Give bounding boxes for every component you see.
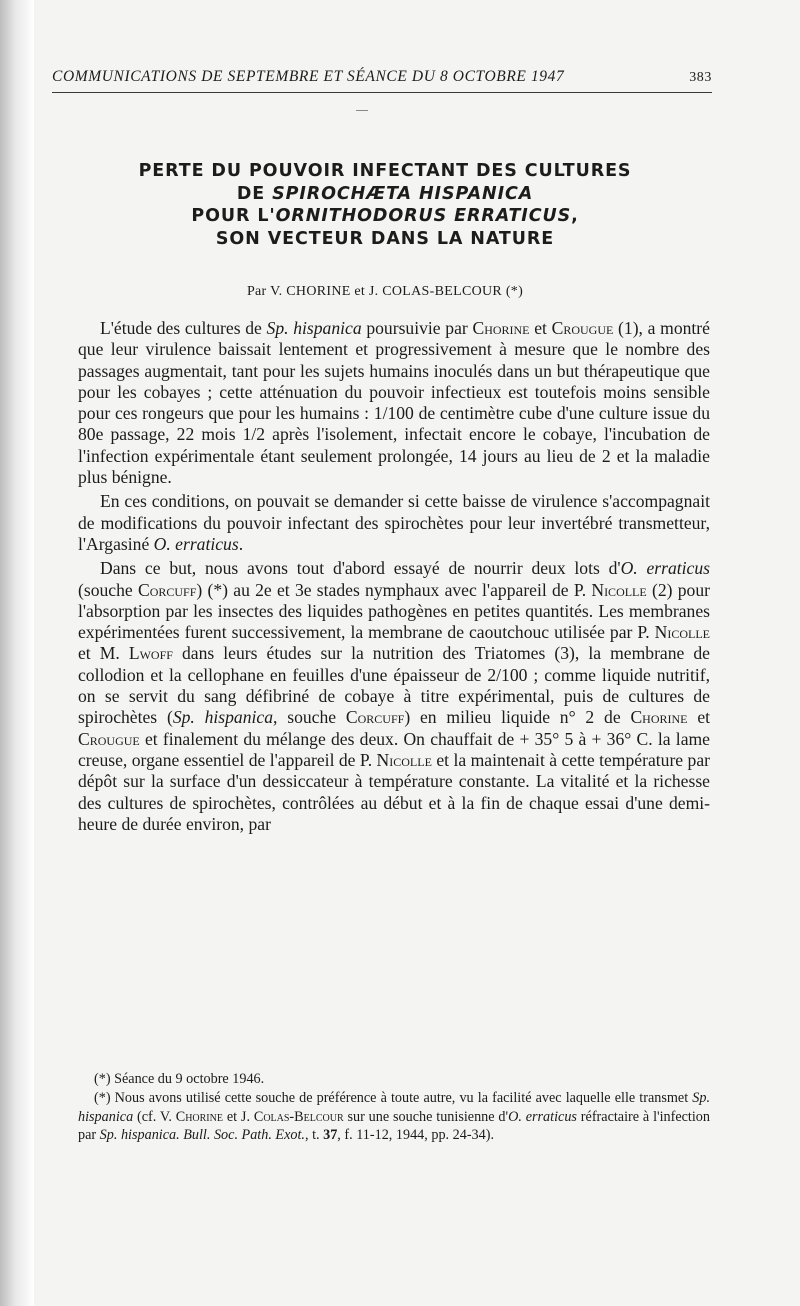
- text-run: (cf. V.: [133, 1108, 176, 1125]
- text-run: et la maintenait à cette température par dépôt sur la surface d'un dessiccateur à température constante. La vitalité et la richesse des cultures de spirochètes, contrôlées au début et à la fin de chaque essai d'une demi-heure de durée environ, par: [78, 749, 710, 834]
- title-vector-name: ORNITHODORUS ERRATICUS: [275, 206, 572, 226]
- text-run: , f. 11-12, 1944, pp. 24-34).: [337, 1127, 494, 1144]
- species-name: Sp. hispanica: [172, 707, 274, 728]
- text-run: et finalement du mélange des deux. On chauffait de + 35° 5 à + 36° C. la lame creuse, organe essentiel de l'appareil de P.: [78, 728, 710, 770]
- title-line-3-suffix: ,: [571, 206, 579, 226]
- text-run: et: [529, 318, 552, 338]
- text-run: (1), a montré que leur virulence baissait lentement et progressivement à mesure que le nombre des passages augmentait, tant pour les sujets humains inoculés dans un but thérapeutique que pour les cobayes ; cette atténuation du pouvoir infectieux est toutefois moins sensible pour ces rongeurs que pour les humains : 1/100 de centimètre cube d'une culture issue du 80e passage, 22 mois 1/2 après l'isolement, infectait encore le cobaye, l'incubation de l'infection expérimentale étant seulement prolongée, 14 jours au lieu de 2 et la maladie plus bénigne.: [78, 318, 710, 488]
- running-title: COMMUNICATIONS DE SEPTEMBRE ET SÉANCE DU 8 OCTOBRE 1947: [52, 68, 565, 85]
- footnote-1: (*) Séance du 9 octobre 1946.: [94, 1071, 265, 1087]
- citation-volume: 37: [323, 1127, 338, 1144]
- article-body: [78, 318, 710, 838]
- text-run: (*) Nous avons utilisé cette souche de préférence à toute autre, vu la facilité avec laquelle elle transmet: [94, 1089, 693, 1106]
- species-name: Sp. hispanica: [266, 318, 362, 338]
- paragraph-1: [78, 318, 710, 488]
- title-line-4: SON VECTEUR DANS LA NATURE: [215, 228, 555, 249]
- text-run: ) (*) au 2e et 3e stades nymphaux avec l'appareil de P.: [196, 579, 592, 600]
- author-name: Colas-Belcour: [253, 1108, 344, 1125]
- author-name: Crougue: [551, 318, 614, 338]
- authors: V. CHORINE et J. COLAS-BELCOUR (*): [270, 284, 524, 299]
- title-line-3: [60, 205, 710, 228]
- author-name: Nicolle: [654, 622, 710, 643]
- running-head: [52, 68, 712, 86]
- decorative-mark: [356, 110, 368, 111]
- citation-journal: Sp. hispanica. Bull. Soc. Path. Exot.: [99, 1127, 305, 1144]
- text-run: (2) pour l'absorption par les insectes des liquides pathogènes en petites quantités. Les membranes expérimentées furent successivement, la membrane de caoutchouc utilisée par P.: [78, 579, 710, 643]
- title-line-2-prefix: DE: [236, 183, 273, 204]
- species-name: O. erraticus: [620, 558, 710, 579]
- strain-name: Corcuff: [137, 579, 197, 600]
- strain-name: Corcuff: [345, 707, 405, 728]
- species-name: Sp. hispanica: [78, 1089, 710, 1125]
- title-species-name: SPIROCHÆTA HISPANICA: [272, 183, 534, 204]
- text-run: L'étude des cultures de: [100, 318, 267, 338]
- page-gutter-shadow: [0, 0, 34, 1306]
- footnotes: [78, 1070, 710, 1145]
- author-name: Nicolle: [591, 579, 647, 600]
- text-run: dans leurs études sur la nutrition des Triatomes (3), la membrane de collodion et la cellophane en feuilles d'une épaisseur de 2/100 ; comme liquide nutritif, on se servit du sang défibriné de cobaye à titre expérimental, puis de cultures de spirochètes (: [78, 643, 710, 728]
- text-run: En ces conditions, on pouvait se demander si cette baisse de virulence s'accompagnait de modifications du pouvoir infectant des spirochètes pour leur invertébré transmetteur, l'Argasiné: [78, 491, 710, 554]
- paragraph-2: [78, 491, 710, 555]
- title-line-2: [60, 183, 710, 206]
- author-name: Nicolle: [376, 749, 432, 770]
- species-name: O. erraticus: [153, 533, 239, 554]
- text-run: poursuivie par: [361, 318, 473, 338]
- authors-line: [60, 284, 710, 300]
- page-number: 383: [689, 70, 712, 85]
- author-name: Chorine: [630, 707, 688, 728]
- author-name: Crougue: [78, 728, 140, 749]
- species-name: O. erraticus: [508, 1108, 577, 1125]
- text-run: et J.: [222, 1108, 254, 1125]
- footnote-2: [78, 1089, 710, 1145]
- author-name: Lwoff: [128, 643, 173, 664]
- text-run: .: [238, 533, 244, 554]
- article-title: [60, 160, 710, 250]
- text-run: réfractaire à l'infection par: [78, 1108, 710, 1144]
- paragraph-3: [78, 558, 710, 835]
- text-run: et M.: [78, 643, 129, 664]
- title-line-1: PERTE DU POUVOIR INFECTANT DES CULTURES: [138, 161, 632, 181]
- authors-prefix: Par: [246, 284, 267, 299]
- text-run: , souche: [273, 707, 346, 728]
- title-line-3-prefix: POUR L': [191, 206, 276, 226]
- text-run: (souche: [78, 579, 138, 600]
- header-rule: [52, 92, 712, 93]
- text-run: sur une souche tunisienne d': [343, 1108, 509, 1125]
- text-run: , t.: [304, 1127, 324, 1144]
- text-run: et: [687, 707, 711, 728]
- text-run: ) en milieu liquide n° 2 de: [404, 707, 631, 728]
- text-run: Dans ce but, nous avons tout d'abord essayé de nourrir deux lots d': [100, 558, 621, 579]
- author-name: Chorine: [175, 1108, 223, 1125]
- author-name: Chorine: [472, 318, 530, 338]
